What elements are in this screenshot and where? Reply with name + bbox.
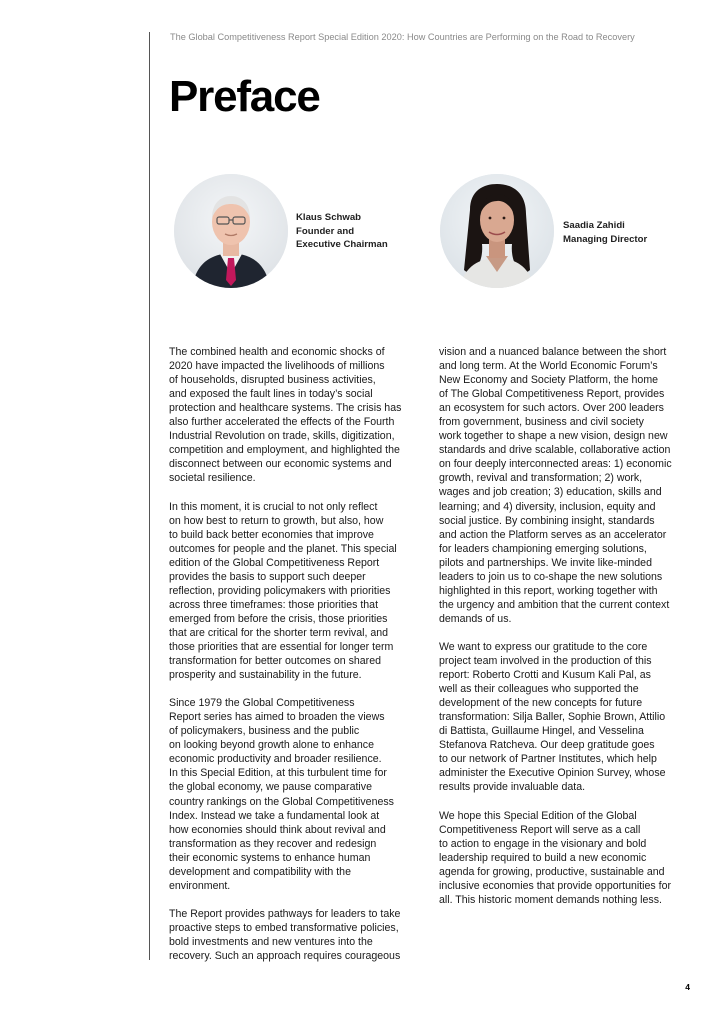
text-line: highlighted in this report, working together with — [439, 584, 658, 597]
text-line: of households, disrupted business activities, — [169, 374, 376, 387]
text-line: leadership required to build a new economic — [439, 851, 647, 864]
body-paragraph — [169, 500, 431, 683]
text-line: The Report provides pathways for leaders to take — [169, 907, 401, 920]
text-line: of policymakers, business and the public — [169, 725, 360, 738]
text-line: work together to shape a new vision, design new — [439, 430, 668, 443]
author-role: Managing Director — [563, 233, 648, 245]
text-line: competition and employment, and highlighted the — [169, 444, 400, 457]
text-line: proactive steps to embed transformative policies, — [169, 921, 399, 934]
text-line: on how best to return to growth, but also, how — [169, 514, 384, 527]
text-line: project team involved in the production of this — [439, 655, 652, 668]
text-line: The combined health and economic shocks of — [169, 346, 385, 358]
text-line: societal resilience. — [169, 472, 256, 485]
text-line: well as their colleagues who supported the — [439, 683, 639, 696]
text-line: We hope this Special Edition of the Global — [439, 809, 637, 822]
text-line: on four deeply interconnected areas: 1) economic — [439, 458, 672, 471]
text-line: emerged from before the crisis, those priorities — [169, 612, 388, 625]
text-line: Stefanova Ratcheva. Our deep gratitude goes — [439, 739, 655, 752]
text-line: demands of us. — [439, 612, 512, 625]
text-line: transformation: Silja Baller, Sophie Brown, Attilio — [439, 711, 666, 724]
text-line: 2020 have impacted the livelihoods of millions — [169, 360, 385, 373]
text-line: New Economy and Society Platform, the home — [439, 374, 659, 387]
text-line: wages and job creation; 3) education, skills and — [439, 486, 662, 499]
text-line: bold investments and new ventures into the — [169, 935, 373, 948]
text-line: development and compatibility with the — [169, 865, 351, 878]
text-line: the global economy, we pause comparative — [169, 781, 372, 794]
text-line: recovery. Such an approach requires courageous — [169, 950, 401, 963]
text-line: protection and healthcare systems. The crisis has — [169, 402, 402, 415]
body-paragraph — [169, 696, 431, 893]
text-line: country rankings on the Global Competitiveness — [169, 795, 394, 808]
text-line: reflection, providing policymakers with priorities — [169, 584, 391, 597]
text-line: an ecosystem for such actors. Over 200 leaders — [439, 402, 664, 415]
text-line: report: Roberto Crotti and Kusum Kali Pal, as — [439, 669, 651, 682]
text-line: development of the new concepts for future — [439, 697, 643, 710]
text-line: those priorities that are essential for longer term — [169, 640, 394, 653]
text-line: inclusive economies that provide opportunities for — [439, 879, 672, 892]
body-paragraph — [439, 809, 695, 907]
author-name: Klaus Schwab — [296, 212, 362, 223]
margin-rule — [149, 32, 150, 960]
text-line: edition of the Global Competitiveness Report — [169, 556, 380, 569]
text-line: economic productivity and broader resilience. — [169, 753, 382, 766]
text-line: Industrial Revolution on trade, skills, digitization, — [169, 430, 395, 443]
body-paragraph — [169, 907, 431, 963]
body-column-right — [439, 345, 695, 921]
text-line: pilots and partnerships. We invite like-minded — [439, 556, 652, 569]
text-line: results provide invaluable data. — [439, 781, 586, 794]
text-line: provides the basis to support such deeper — [169, 570, 366, 583]
text-line: outcomes for people and the planet. This special — [169, 542, 397, 555]
text-line: administer the Executive Opinion Survey, whose — [439, 767, 666, 780]
text-line: vision and a nuanced balance between the short — [439, 346, 667, 358]
text-line: learning; and 4) diversity, inclusion, equity and — [439, 500, 656, 513]
portrait-photo-saadia-zahidi — [440, 174, 554, 288]
body-column-left — [169, 345, 431, 977]
text-line: We want to express our gratitude to the core — [439, 640, 648, 653]
text-line: to action to engage in the visionary and bold — [439, 837, 647, 850]
running-header: The Global Competitiveness Report Special Edition 2020: How Countries are Performing on the Road to Recovery — [170, 32, 635, 42]
text-line: transformation for better outcomes on shared — [169, 655, 381, 668]
text-line: to our network of Partner Institutes, which help — [439, 753, 657, 766]
author-name: Saadia Zahidi — [563, 220, 625, 231]
text-line: to build back better economies that improve — [169, 528, 374, 541]
text-line: that are critical for the shorter term revival, and — [169, 626, 389, 639]
text-line: social justice. By combining insight, standards — [439, 514, 655, 527]
page-number: 4 — [685, 982, 690, 992]
text-line: and action the Platform serves as an accelerator — [439, 528, 667, 541]
body-paragraph — [439, 640, 695, 795]
author-role: Founder and — [296, 225, 355, 237]
body-paragraph — [439, 345, 695, 626]
text-line: the urgency and ambition that the current context — [439, 598, 670, 611]
text-line: on looking beyond growth alone to enhance — [169, 739, 374, 752]
text-line: Since 1979 the Global Competitiveness — [169, 697, 355, 710]
text-line: Competitiveness Report will serve as a call — [439, 823, 641, 836]
author-caption-1 — [296, 211, 388, 252]
text-line: transformation as they recover and redesign — [169, 837, 377, 850]
author-caption-2 — [563, 219, 647, 246]
text-line: also further accelerated the effects of the Fourth — [169, 416, 395, 429]
text-line: from government, business and civil society — [439, 416, 644, 429]
text-line: agenda for growing, productive, sustainable and — [439, 865, 665, 878]
text-line: disconnect between our economic systems and — [169, 458, 392, 471]
portrait-photo-klaus-schwab — [174, 174, 288, 288]
text-line: how economies should think about revival and — [169, 823, 386, 836]
text-line: growth, revival and transformation; 2) work, — [439, 472, 643, 485]
author-role: Executive Chairman — [296, 239, 388, 251]
text-line: of The Global Competitiveness Report, provides — [439, 388, 665, 401]
text-line: di Battista, Guillaume Hingel, and Vesselina — [439, 725, 644, 738]
text-line: standards and drive scalable, collaborative action — [439, 444, 671, 457]
text-line: In this moment, it is crucial to not only reflect — [169, 500, 378, 513]
text-line: Report series has aimed to broaden the views — [169, 711, 385, 724]
text-line: and exposed the fault lines in today’s social — [169, 388, 373, 401]
text-line: Index. Instead we take a fundamental look at — [169, 809, 380, 822]
text-line: prosperity and sustainability in the future. — [169, 669, 362, 682]
text-line: and long term. At the World Economic Forum’s — [439, 360, 658, 373]
text-line: environment. — [169, 879, 231, 892]
text-line: all. This historic moment demands nothing less. — [439, 893, 662, 906]
text-line: In this Special Edition, at this turbulent time for — [169, 767, 387, 780]
text-line: across three timeframes: those priorities that — [169, 598, 379, 611]
text-line: for leaders championing emerging solutions, — [439, 542, 647, 555]
body-paragraph — [169, 345, 431, 485]
page-title: Preface — [169, 72, 320, 121]
text-line: leaders to join us to co-shape the new solutions — [439, 570, 663, 583]
text-line: their economic systems to enhance human — [169, 851, 371, 864]
